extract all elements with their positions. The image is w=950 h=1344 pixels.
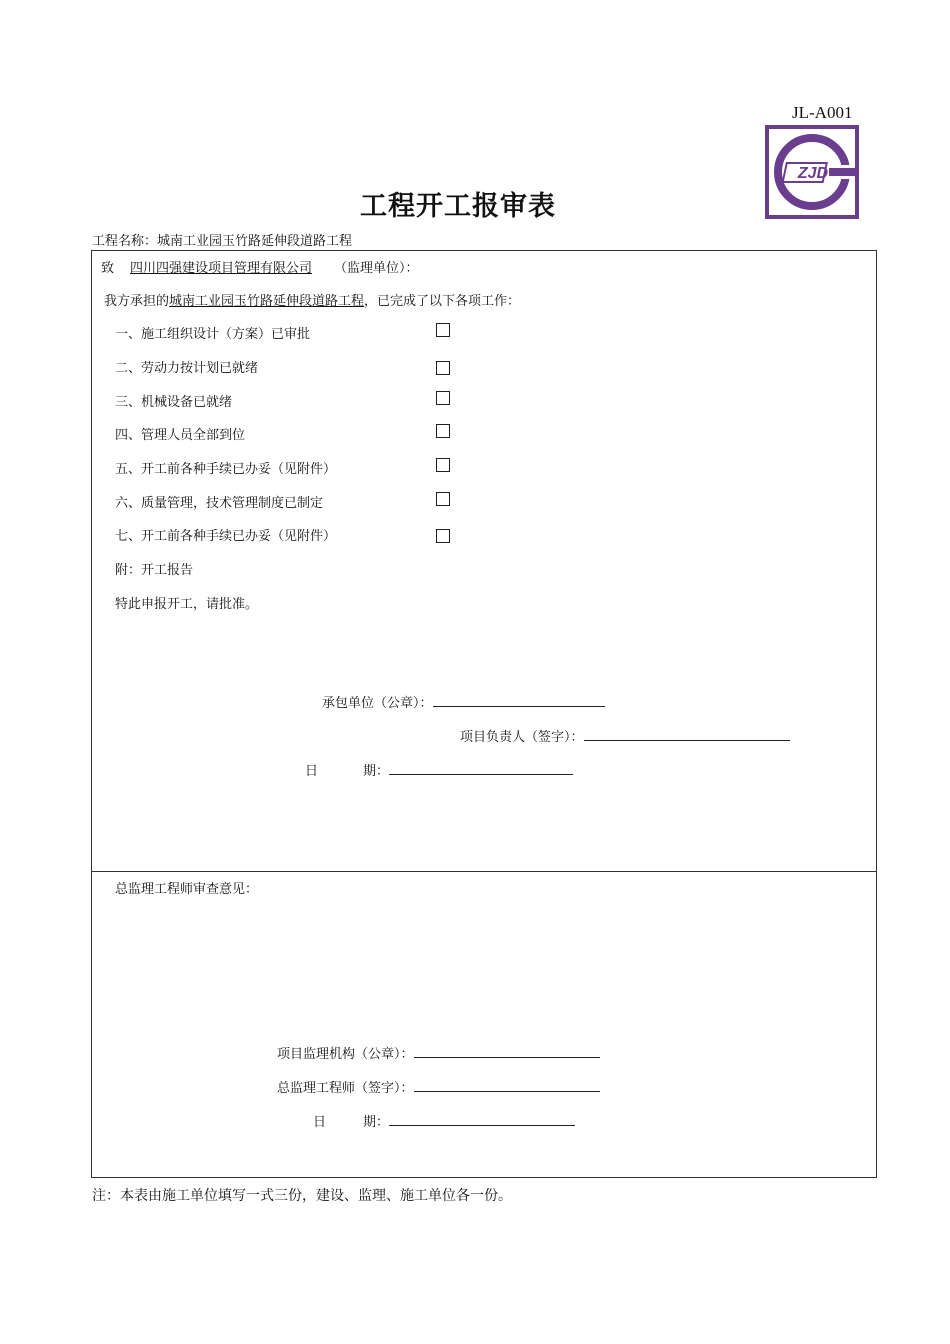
project-name-line — [92, 230, 352, 249]
supervision-unit: 四川四强建设项目管理有限公司 — [130, 261, 313, 276]
manager-sign-row — [460, 726, 790, 745]
document-code: JL-A001 — [792, 103, 853, 122]
checklist-item-label: 一、施工组织设计（方案）已审批 — [115, 327, 311, 342]
addressee-suffix: （监理单位）： — [334, 261, 419, 276]
attachment-line: 附：开工报告 — [115, 563, 194, 578]
checklist-checkbox[interactable] — [436, 492, 450, 506]
contractor-seal-field[interactable] — [433, 694, 605, 707]
checklist-checkbox[interactable] — [436, 391, 450, 405]
project-name: 城南工业园玉竹路延伸段道路工程 — [157, 234, 353, 249]
checklist-item-label: 三、机械设备已就绪 — [115, 395, 233, 410]
review-date-field[interactable] — [389, 1113, 575, 1126]
review-date-row — [313, 1111, 575, 1130]
manager-sign-field[interactable] — [584, 728, 790, 741]
logo-text: ZJD — [797, 165, 829, 182]
section-divider — [92, 871, 876, 872]
manager-sign-label: 项目负责人（签字）： — [460, 730, 584, 745]
supervision-seal-row — [277, 1043, 600, 1062]
addressee-line — [101, 257, 419, 276]
footnote: 注：本表由施工单位填写一式三份，建设、监理、施工单位各一份。 — [92, 1188, 512, 1204]
review-heading: 总监理工程师审查意见： — [115, 882, 259, 897]
checklist-item-label: 六、质量管理，技术管理制度已制定 — [115, 496, 324, 511]
chief-engineer-sign-field[interactable] — [414, 1079, 600, 1092]
request-line: 特此申报开工，请批准。 — [115, 597, 259, 612]
review-date-label-b: 期： — [363, 1115, 390, 1130]
checklist-checkbox[interactable] — [436, 458, 450, 472]
checklist-item-label: 四、管理人员全部到位 — [115, 428, 246, 443]
supervision-seal-label: 项目监理机构（公章）： — [277, 1047, 414, 1062]
checklist-checkbox[interactable] — [436, 529, 450, 543]
contractor-seal-row — [322, 692, 605, 711]
page-title: 工程开工报审表 — [360, 191, 556, 222]
checklist-item-label: 七、开工前各种手续已办妥（见附件） — [115, 529, 337, 544]
contractor-date-field[interactable] — [389, 762, 573, 775]
intro-prefix: 我方承担的 — [104, 294, 170, 309]
supervision-seal-field[interactable] — [414, 1045, 600, 1058]
checklist-item-label: 二、劳动力按计划已就绪 — [115, 361, 259, 376]
checklist-item-label: 五、开工前各种手续已办妥（见附件） — [115, 462, 337, 477]
checklist-checkbox[interactable] — [436, 323, 450, 337]
addressee-prefix: 致 — [101, 261, 115, 276]
contractor-seal-label: 承包单位（公章）： — [322, 696, 433, 711]
checklist-checkbox[interactable] — [436, 361, 450, 375]
intro-line — [104, 290, 520, 309]
chief-engineer-sign-row — [277, 1077, 600, 1096]
project-label: 工程名称： — [92, 234, 158, 249]
chief-engineer-sign-label: 总监理工程师（签字）： — [277, 1081, 414, 1096]
contractor-date-row — [305, 760, 573, 779]
intro-suffix: ，已完成了以下各项工作： — [364, 294, 521, 309]
checklist-checkbox[interactable] — [436, 424, 450, 438]
contractor-date-label-b: 期： — [363, 764, 390, 779]
contractor-date-label-a: 日 — [305, 764, 319, 779]
intro-project: 城南工业园玉竹路延伸段道路工程 — [169, 294, 365, 309]
review-date-label-a: 日 — [313, 1115, 327, 1130]
form-frame — [91, 250, 877, 1178]
